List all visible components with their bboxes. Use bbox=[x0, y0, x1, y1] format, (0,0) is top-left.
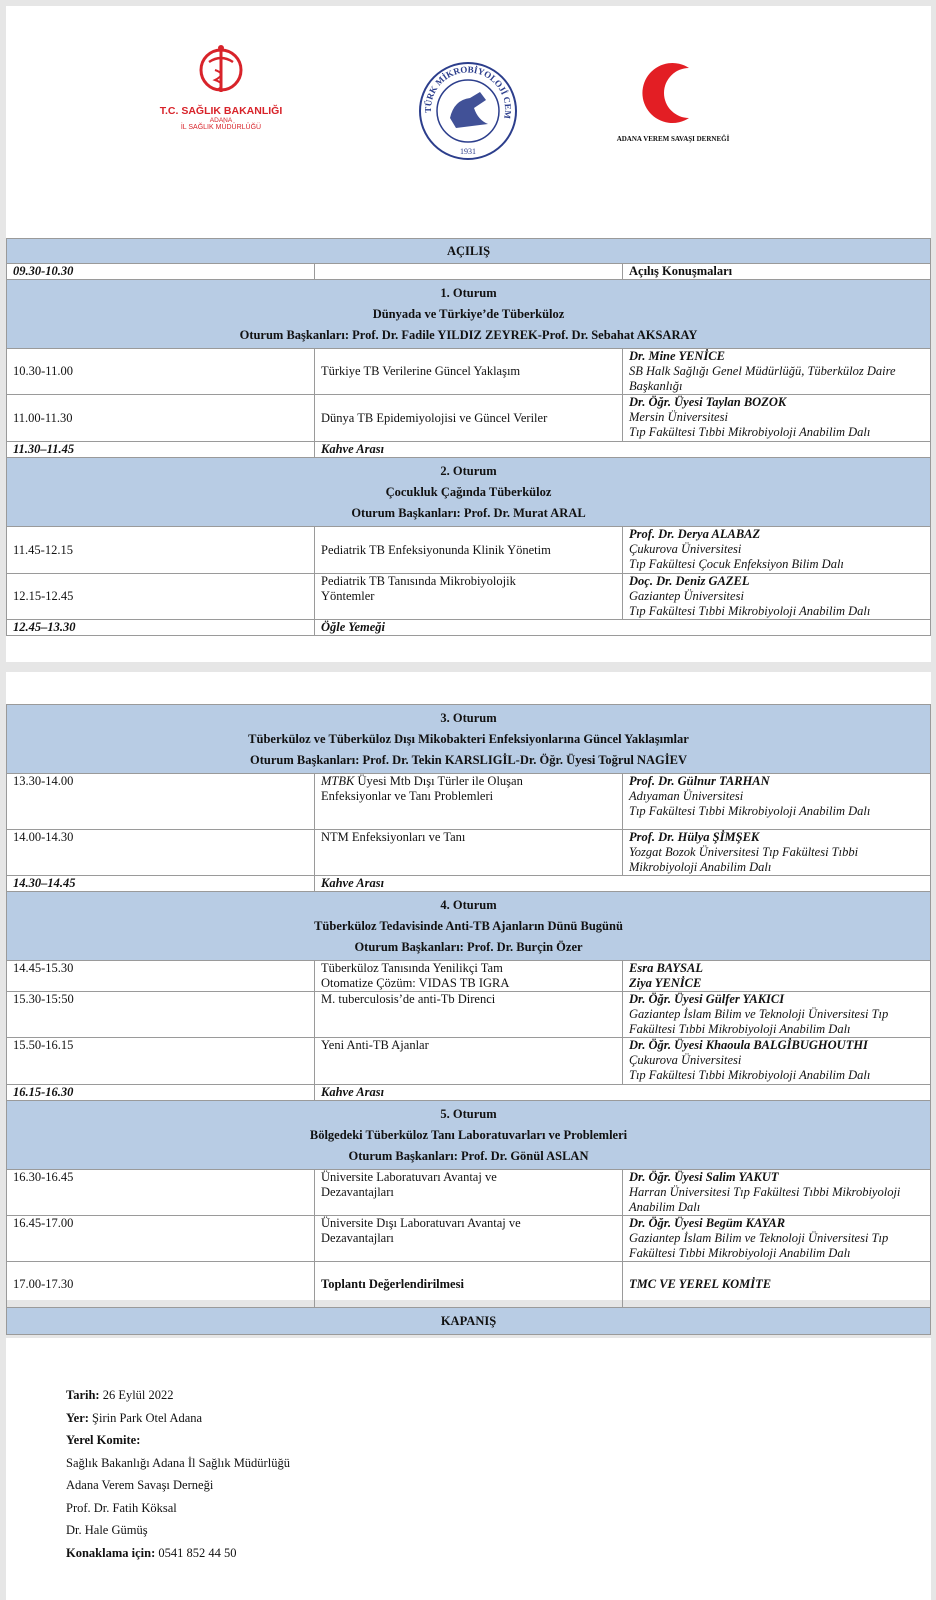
acilis-topic: Açılış Konuşmaları bbox=[623, 264, 931, 280]
break-row bbox=[7, 620, 931, 636]
break-label: Kahve Arası bbox=[315, 876, 931, 892]
row-topic: Yeni Anti-TB Ajanlar bbox=[315, 1038, 623, 1085]
row-speaker bbox=[623, 1216, 931, 1262]
session-1-title: Dünyada ve Türkiye’de Tüberküloz bbox=[372, 306, 565, 321]
speaker-name: Dr. Öğr. Üyesi Gülfer YAKICI bbox=[629, 992, 785, 1006]
row-time: 14.45-15.30 bbox=[7, 961, 315, 992]
session-5-title: Bölgedeki Tüberküloz Tanı Laboratuvarları ve Problemleri bbox=[309, 1127, 628, 1142]
row-topic bbox=[315, 961, 623, 992]
speaker-department: Tıp Fakültesi Tıbbi Mikrobiyoloji Anabilim Dalı bbox=[629, 425, 871, 439]
speaker-department: Tıp Fakültesi Tıbbi Mikrobiyoloji Anabilim Dalı bbox=[629, 1068, 871, 1082]
session-4-chairs: Oturum Başkanları: Prof. Dr. Burçin Özer bbox=[354, 939, 583, 954]
table-row bbox=[7, 774, 931, 830]
row-speaker bbox=[623, 774, 931, 830]
row-speaker bbox=[623, 830, 931, 876]
break-row bbox=[7, 442, 931, 458]
row-speaker bbox=[623, 992, 931, 1038]
speaker-affiliation: Mersin Üniversitesi bbox=[629, 410, 728, 424]
row-time: 12.15-12.45 bbox=[7, 574, 315, 620]
speaker-name: Dr. Öğr. Üyesi Begüm KAYAR bbox=[629, 1216, 786, 1230]
saglik-logo-city: ADANA bbox=[209, 117, 233, 124]
row-time: 16.45-17.00 bbox=[7, 1216, 315, 1262]
verem-savasi-logo bbox=[598, 60, 748, 143]
acilis-time: 09.30-10.30 bbox=[7, 264, 315, 280]
mikro-logo-year: 1931 bbox=[460, 147, 476, 156]
row-topic: NTM Enfeksiyonları ve Tanı bbox=[315, 830, 623, 876]
speaker-affiliation: SB Halk Sağlığı Genel Müdürlüğü, Tüberküloz Daire Başkanlığı bbox=[629, 364, 896, 393]
caduceus-icon bbox=[195, 44, 247, 100]
table-row bbox=[7, 1038, 931, 1085]
speaker-name: Dr. Öğr. Üyesi Taylan BOZOK bbox=[629, 395, 787, 409]
table-row bbox=[7, 1262, 931, 1308]
committee-member: Prof. Dr. Fatih Köksal bbox=[66, 1500, 177, 1515]
row-topic: M. tuberculosis’de anti-Tb Direnci bbox=[315, 992, 623, 1038]
row-topic bbox=[315, 1170, 623, 1216]
session-5-header bbox=[7, 1101, 931, 1170]
row-speaker: TMC VE YEREL KOMİTE bbox=[623, 1262, 931, 1308]
break-label: Kahve Arası bbox=[315, 442, 931, 458]
row-topic: Dünya TB Epidemiyolojisi ve Güncel Veriler bbox=[315, 395, 623, 442]
row-topic-line: Pediatrik TB Tanısında Mikrobiyolojik bbox=[321, 574, 516, 588]
row-time: 16.30-16.45 bbox=[7, 1170, 315, 1216]
speaker-name: Prof. Dr. Derya ALABAZ bbox=[629, 527, 761, 541]
row-topic-line: Dezavantajları bbox=[321, 1231, 394, 1245]
table-row bbox=[7, 349, 931, 395]
table-row bbox=[7, 961, 931, 992]
row-topic-line: Enfeksiyonlar ve Tanı Problemleri bbox=[321, 789, 494, 803]
session-5-number: 5. Oturum bbox=[440, 1106, 497, 1121]
mikrobiyoloji-cemiyeti-logo bbox=[418, 58, 518, 169]
session-3-header bbox=[7, 705, 931, 774]
speaker-name: Dr. Mine YENİCE bbox=[629, 349, 725, 363]
session-4-title: Tüberküloz Tedavisinde Anti-TB Ajanların Dünü Bugünü bbox=[314, 918, 623, 933]
date-value: 26 Eylül 2022 bbox=[99, 1388, 174, 1402]
row-topic-line: Üyesi Mtb Dışı Türler ile Oluşan bbox=[354, 774, 523, 788]
row-speaker bbox=[623, 961, 931, 992]
speaker-affiliation: Yozgat Bozok Üniversitesi Tıp Fakültesi Tıbbi Mikrobiyoloji Anabilim Dalı bbox=[629, 845, 859, 874]
mikro-logo-arc-text: TÜRK MİKROBİYOLOJİ CEM bbox=[422, 64, 514, 120]
venue-label: Yer: bbox=[66, 1410, 89, 1425]
row-topic-abbr: MTBK bbox=[321, 774, 355, 788]
speaker-name: Doç. Dr. Deniz GAZEL bbox=[629, 574, 750, 588]
program-table-2 bbox=[6, 704, 931, 1335]
table-row bbox=[7, 395, 931, 442]
session-2-number: 2. Oturum bbox=[440, 463, 497, 478]
break-label: Öğle Yemeği bbox=[315, 620, 931, 636]
row-speaker bbox=[623, 574, 931, 620]
session-4-header bbox=[7, 892, 931, 961]
microscope-seal-icon bbox=[418, 58, 518, 164]
speaker-department: Tıp Fakültesi Çocuk Enfeksiyon Bilim Dalı bbox=[629, 557, 844, 571]
session-3-title: Tüberküloz ve Tüberküloz Dışı Mikobakteri Enfeksiyonlarına Güncel Yaklaşımlar bbox=[248, 731, 689, 746]
session-4-number: 4. Oturum bbox=[440, 897, 497, 912]
session-1-header bbox=[7, 280, 931, 349]
committee-member: Dr. Hale Gümüş bbox=[66, 1523, 148, 1537]
session-2-title: Çocukluk Çağında Tüberküloz bbox=[385, 484, 552, 499]
row-topic: Toplantı Değerlendirilmesi bbox=[315, 1262, 623, 1308]
break-time: 16.15-16.30 bbox=[7, 1085, 315, 1101]
session-2-header bbox=[7, 458, 931, 527]
table-row bbox=[7, 830, 931, 876]
speaker-name: Prof. Dr. Hülya ŞİMŞEK bbox=[629, 830, 760, 844]
committee-label: Yerel Komite: bbox=[66, 1433, 141, 1447]
committee-member: Adana Verem Savaşı Derneği bbox=[66, 1478, 214, 1492]
row-time: 13.30-14.00 bbox=[7, 774, 315, 830]
accommodation-line bbox=[66, 1542, 290, 1565]
session-3-chairs: Oturum Başkanları: Prof. Dr. Tekin KARSLIGİL-Dr. Öğr. Üyesi Toğrul NAGİEV bbox=[250, 752, 687, 767]
venue-line bbox=[66, 1407, 290, 1430]
speaker-affiliation: Gaziantep Üniversitesi bbox=[629, 589, 744, 603]
event-info bbox=[66, 1384, 290, 1564]
break-time: 11.30–11.45 bbox=[7, 442, 315, 458]
session-1-chairs: Oturum Başkanları: Prof. Dr. Fadile YILDIZ ZEYREK-Prof. Dr. Sebahat AKSARAY bbox=[239, 327, 698, 342]
break-time: 14.30–14.45 bbox=[7, 876, 315, 892]
row-topic bbox=[315, 574, 623, 620]
table-row bbox=[7, 574, 931, 620]
program-table-1 bbox=[6, 238, 931, 636]
table-row bbox=[7, 1216, 931, 1262]
speaker-department: Tıp Fakültesi Tıbbi Mikrobiyoloji Anabilim Dalı bbox=[629, 804, 871, 818]
speaker-affiliation: Gaziantep İslam Bilim ve Teknoloji Üniversitesi Tıp Fakültesi Tıbbi Mikrobiyoloji Anabilim Dalı bbox=[629, 1007, 889, 1036]
session-3-number: 3. Oturum bbox=[440, 710, 497, 725]
row-time: 17.00-17.30 bbox=[7, 1262, 315, 1308]
break-time: 12.45–13.30 bbox=[7, 620, 315, 636]
row-speaker bbox=[623, 395, 931, 442]
speaker-name: Dr. Öğr. Üyesi Salim YAKUT bbox=[629, 1170, 779, 1184]
table-row bbox=[7, 992, 931, 1038]
table-row bbox=[7, 1170, 931, 1216]
speaker-name: Dr. Öğr. Üyesi Khaoula BALGİBUGHOUTHI bbox=[629, 1038, 868, 1052]
row-time: 14.00-14.30 bbox=[7, 830, 315, 876]
venue-value: Şirin Park Otel Adana bbox=[88, 1410, 203, 1425]
row-topic-line: Dezavantajları bbox=[321, 1185, 394, 1199]
speaker-affiliation: Çukurova Üniversitesi bbox=[629, 1053, 742, 1067]
row-topic-line: Üniversite Laboratuvarı Avantaj ve bbox=[321, 1170, 497, 1184]
speaker-name: Ziya YENİCE bbox=[629, 976, 702, 990]
row-time: 11.00-11.30 bbox=[7, 395, 315, 442]
speaker-department: Tıp Fakültesi Tıbbi Mikrobiyoloji Anabilim Dalı bbox=[629, 604, 871, 618]
row-speaker bbox=[623, 349, 931, 395]
crescent-icon bbox=[637, 60, 709, 126]
acilis-header: AÇILIŞ bbox=[7, 239, 931, 264]
speaker-affiliation: Harran Üniversitesi Tıp Fakültesi Tıbbi Mikrobiyoloji Anabilim Dalı bbox=[629, 1185, 901, 1214]
table-row bbox=[7, 527, 931, 574]
row-time: 10.30-11.00 bbox=[7, 349, 315, 395]
speaker-name: Esra BAYSAL bbox=[629, 961, 703, 975]
break-label: Kahve Arası bbox=[315, 1085, 931, 1101]
committee-member: Sağlık Bakanlığı Adana İl Sağlık Müdürlüğü bbox=[66, 1455, 290, 1470]
date-label: Tarih: bbox=[66, 1388, 100, 1402]
break-row bbox=[7, 876, 931, 892]
row-topic bbox=[315, 1216, 623, 1262]
row-speaker bbox=[623, 1170, 931, 1216]
row-time: 15.30-15:50 bbox=[7, 992, 315, 1038]
saglik-bakanligi-logo bbox=[156, 44, 286, 131]
saglik-logo-subtitle: İL SAĞLIK MÜDÜRLÜĞÜ bbox=[180, 124, 262, 131]
break-row bbox=[7, 1085, 931, 1101]
program-page-1 bbox=[6, 6, 931, 662]
session-1-number: 1. Oturum bbox=[440, 285, 497, 300]
verem-logo-text: ADANA VEREM SAVAŞI DERNEĞİ bbox=[616, 135, 730, 143]
row-topic-line: Tüberküloz Tanısında Yenilikçi Tam bbox=[321, 961, 503, 975]
row-time: 11.45-12.15 bbox=[7, 527, 315, 574]
date-line bbox=[66, 1384, 290, 1407]
row-topic-line: Üniversite Dışı Laboratuvarı Avantaj ve bbox=[321, 1216, 521, 1230]
session-5-chairs: Oturum Başkanları: Prof. Dr. Gönül ASLAN bbox=[348, 1148, 589, 1163]
row-topic: Türkiye TB Verilerine Güncel Yaklaşım bbox=[315, 349, 623, 395]
row-time: 15.50-16.15 bbox=[7, 1038, 315, 1085]
row-speaker bbox=[623, 1038, 931, 1085]
row-topic-line: Yöntemler bbox=[321, 589, 375, 603]
program-page-2 bbox=[6, 672, 931, 1328]
accommodation-label: Konaklama için: bbox=[66, 1545, 156, 1560]
row-topic-line: Otomatize Çözüm: VIDAS TB IGRA bbox=[321, 976, 510, 990]
speaker-name: Prof. Dr. Gülnur TARHAN bbox=[629, 774, 770, 788]
saglik-logo-title: T.C. SAĞLIK BAKANLIĞI bbox=[159, 105, 283, 117]
kapanis-header: KAPANIŞ bbox=[7, 1308, 931, 1335]
logo-header bbox=[6, 6, 931, 238]
speaker-affiliation: Gaziantep İslam Bilim ve Teknoloji Üniversitesi Tıp Fakültesi Tıbbi Mikrobiyoloji Anabilim Dalı bbox=[629, 1231, 889, 1260]
info-page bbox=[6, 1338, 931, 1600]
session-2-chairs: Oturum Başkanları: Prof. Dr. Murat ARAL bbox=[351, 505, 586, 520]
accommodation-phone: 0541 852 44 50 bbox=[155, 1545, 237, 1560]
row-topic: Pediatrik TB Enfeksiyonunda Klinik Yönetim bbox=[315, 527, 623, 574]
speaker-affiliation: Çukurova Üniversitesi bbox=[629, 542, 742, 556]
row-speaker bbox=[623, 527, 931, 574]
row-topic bbox=[315, 774, 623, 830]
speaker-affiliation: Adıyaman Üniversitesi bbox=[629, 789, 744, 803]
